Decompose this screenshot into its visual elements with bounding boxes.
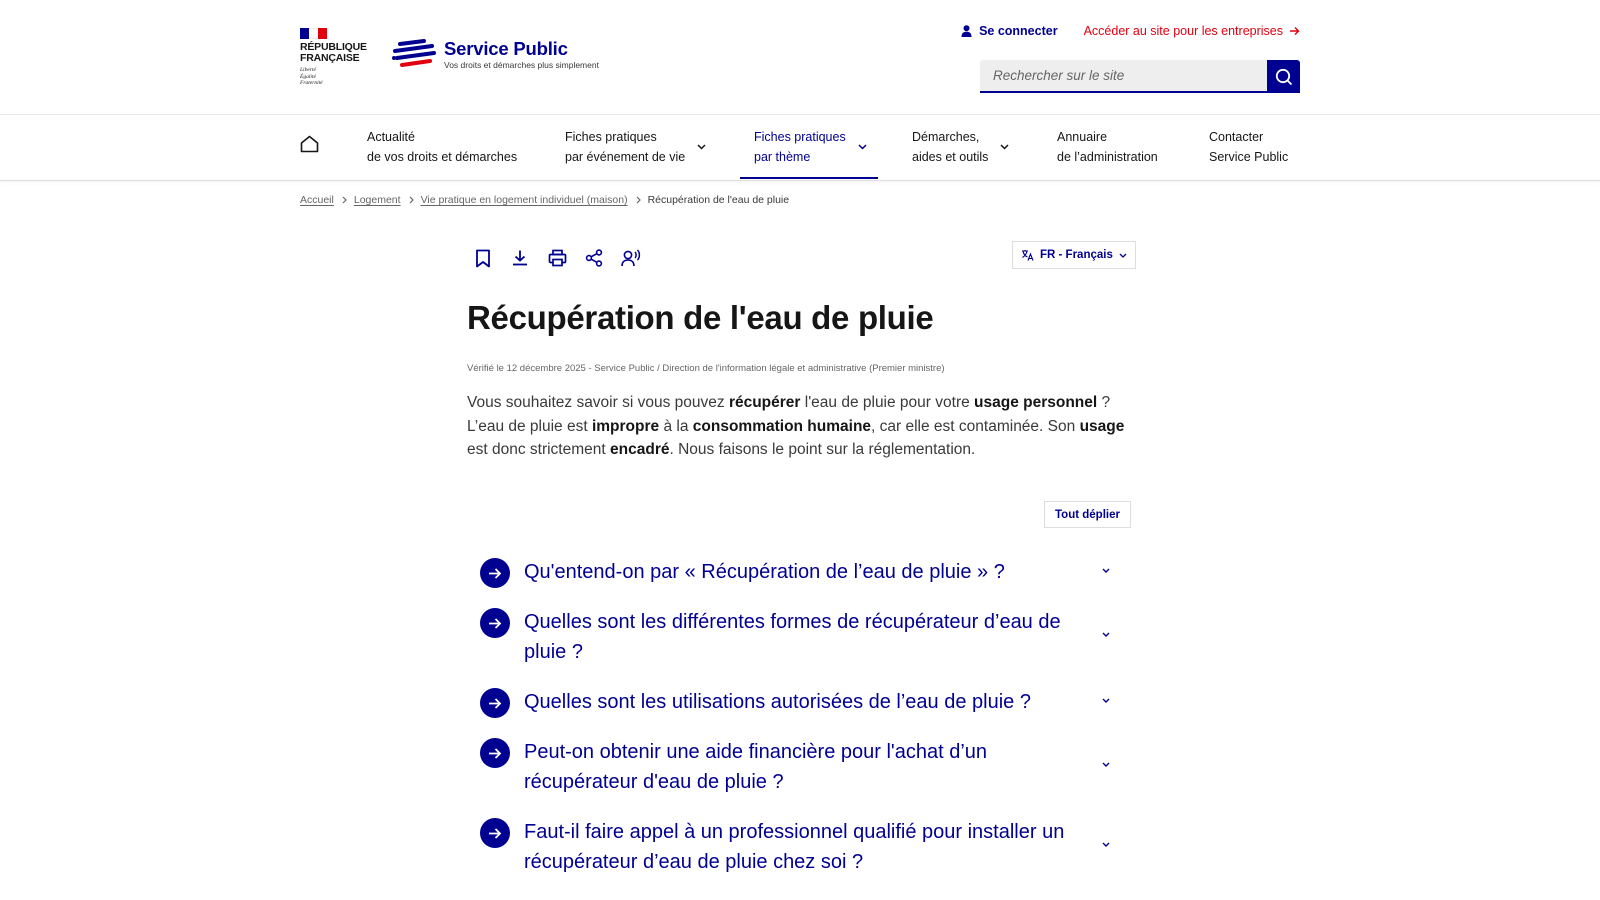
intro-bold: usage personnel	[974, 394, 1098, 411]
faq-item[interactable]	[480, 557, 1120, 588]
arrow-right-icon	[480, 608, 510, 638]
intro-bold: consommation humaine	[692, 417, 872, 435]
service-public-logo-icon	[392, 38, 438, 70]
faq-question: Quelles sont les utilisations autorisées de l’eau de pluie ?	[524, 691, 1031, 713]
chevron-right-icon	[636, 196, 641, 204]
active-nav-indicator	[740, 177, 878, 179]
nav-home[interactable]	[300, 135, 319, 158]
nav-item-label: Fiches pratiques par thème	[754, 130, 846, 164]
nav-item-evenement-de-vie[interactable]	[565, 127, 706, 167]
business-site-label: Accéder au site pour les entreprises	[1083, 24, 1283, 38]
page-toolbar	[472, 247, 657, 269]
nav-item-annuaire[interactable]	[1057, 127, 1158, 167]
chevron-down-icon	[858, 144, 867, 150]
bookmark-button[interactable]	[472, 247, 494, 269]
republic-motto: Liberté Égalité Fraternité	[300, 67, 323, 86]
search-button[interactable]	[1267, 60, 1300, 93]
breadcrumb-item-logement[interactable]: Logement	[353, 194, 401, 206]
nav-item-demarches[interactable]	[912, 127, 1009, 167]
faq-question: Peut-on obtenir une aide financière pour l'achat d’un récupérateur d'eau de pluie ?	[524, 741, 988, 793]
intro-paragraph	[467, 391, 1137, 462]
intro-text: . Nous faisons le point sur la réglementation.	[669, 441, 976, 458]
language-selector[interactable]	[1012, 241, 1136, 269]
chevron-down-icon	[1102, 568, 1110, 573]
intro-text: l'eau de pluie pour votre	[800, 394, 975, 411]
nav-item-label: Annuaire de l’administration	[1057, 130, 1158, 164]
faq-item[interactable]	[480, 687, 1120, 718]
search-bar	[980, 60, 1300, 93]
arrow-right-icon	[480, 738, 510, 768]
french-flag-icon	[300, 28, 327, 39]
intro-bold: récupérer	[728, 394, 801, 411]
language-label: FR - Français	[1040, 249, 1113, 261]
read-aloud-button[interactable]	[620, 247, 642, 269]
header-tools	[961, 24, 1300, 38]
republique-francaise-logo[interactable]	[300, 28, 370, 87]
user-icon	[961, 25, 972, 37]
nav-item-label: Contacter Service Public	[1209, 130, 1289, 164]
intro-text: Vous souhaitez savoir si vous pouvez	[467, 394, 729, 411]
chevron-down-icon	[1119, 253, 1127, 258]
republic-name: RÉPUBLIQUE FRANÇAISE	[300, 41, 367, 64]
share-icon	[585, 249, 603, 267]
intro-bold: impropre	[591, 417, 660, 435]
breadcrumb-item-vie-pratique[interactable]: Vie pratique en logement individuel (maison)	[420, 194, 628, 206]
faq-question: Qu'entend-on par « Récupération de l’eau de pluie » ?	[524, 561, 1005, 583]
verification-date: Vérifié le 12 décembre 2025 - Service Public / Direction de l'information légale et administrative (Premier ministre)	[467, 363, 945, 374]
arrow-right-icon	[480, 818, 510, 848]
expand-all-button[interactable]: Tout déplier	[1044, 501, 1131, 528]
intro-text: , car elle est contaminée. Son	[871, 417, 1080, 435]
intro-text: ? L’eau de pluie est	[467, 394, 1111, 435]
faq-question: Faut-il faire appel à un professionnel qualifié pour installer un récupérateur d’eau de pluie chez soi ?	[524, 821, 1065, 873]
service-public-brand[interactable]	[392, 38, 599, 70]
login-link[interactable]	[961, 24, 1058, 38]
faq-item[interactable]	[480, 817, 1120, 877]
breadcrumb	[300, 194, 789, 206]
brand-title: Service Public	[444, 37, 568, 59]
intro-bold: encadré	[610, 441, 670, 458]
chevron-right-icon	[342, 196, 347, 204]
chevron-down-icon	[697, 144, 706, 150]
print-button[interactable]	[546, 247, 568, 269]
site-header	[0, 0, 1600, 115]
nav-item-actualite[interactable]	[367, 127, 517, 167]
nav-item-contacter[interactable]	[1209, 127, 1288, 167]
chevron-right-icon	[409, 196, 414, 204]
brand-tagline: Vos droits et démarches plus simplement	[444, 59, 599, 70]
home-icon	[300, 135, 319, 153]
nav-item-label: Fiches pratiques par événement de vie	[565, 130, 686, 164]
search-icon	[1275, 68, 1293, 86]
faq-item[interactable]	[480, 607, 1120, 667]
login-label: Se connecter	[979, 24, 1058, 38]
nav-item-label: Démarches, aides et outils	[912, 130, 989, 164]
chevron-down-icon	[1102, 632, 1110, 637]
nav-item-par-theme[interactable]	[754, 127, 867, 167]
chevron-down-icon	[1102, 698, 1110, 703]
translate-icon	[1021, 249, 1034, 261]
page-title: Récupération de l'eau de pluie	[467, 299, 934, 336]
faq-question: Quelles sont les différentes formes de récupérateur d’eau de pluie ?	[524, 611, 1061, 663]
bookmark-icon	[475, 249, 491, 268]
print-icon	[548, 249, 567, 267]
arrow-right-icon	[480, 558, 510, 588]
breadcrumb-item-accueil[interactable]: Accueil	[300, 194, 334, 206]
breadcrumb-current: Récupération de l'eau de pluie	[647, 194, 790, 206]
search-input[interactable]	[980, 60, 1267, 93]
chevron-down-icon	[1000, 144, 1009, 150]
chevron-down-icon	[1102, 762, 1110, 767]
faq-item[interactable]	[480, 737, 1120, 797]
read-aloud-icon	[621, 249, 641, 267]
download-icon	[511, 249, 529, 267]
share-button[interactable]	[583, 247, 605, 269]
nav-item-label: Actualité de vos droits et démarches	[367, 130, 518, 164]
intro-bold: usage	[1079, 417, 1125, 435]
arrow-right-icon	[480, 688, 510, 718]
intro-text: est donc strictement	[467, 441, 611, 458]
intro-text: à la	[659, 417, 693, 435]
business-site-link[interactable]	[1084, 24, 1300, 38]
download-button[interactable]	[509, 247, 531, 269]
arrow-right-icon	[1289, 26, 1300, 36]
main-navigation	[0, 114, 1600, 181]
chevron-down-icon	[1102, 842, 1110, 847]
